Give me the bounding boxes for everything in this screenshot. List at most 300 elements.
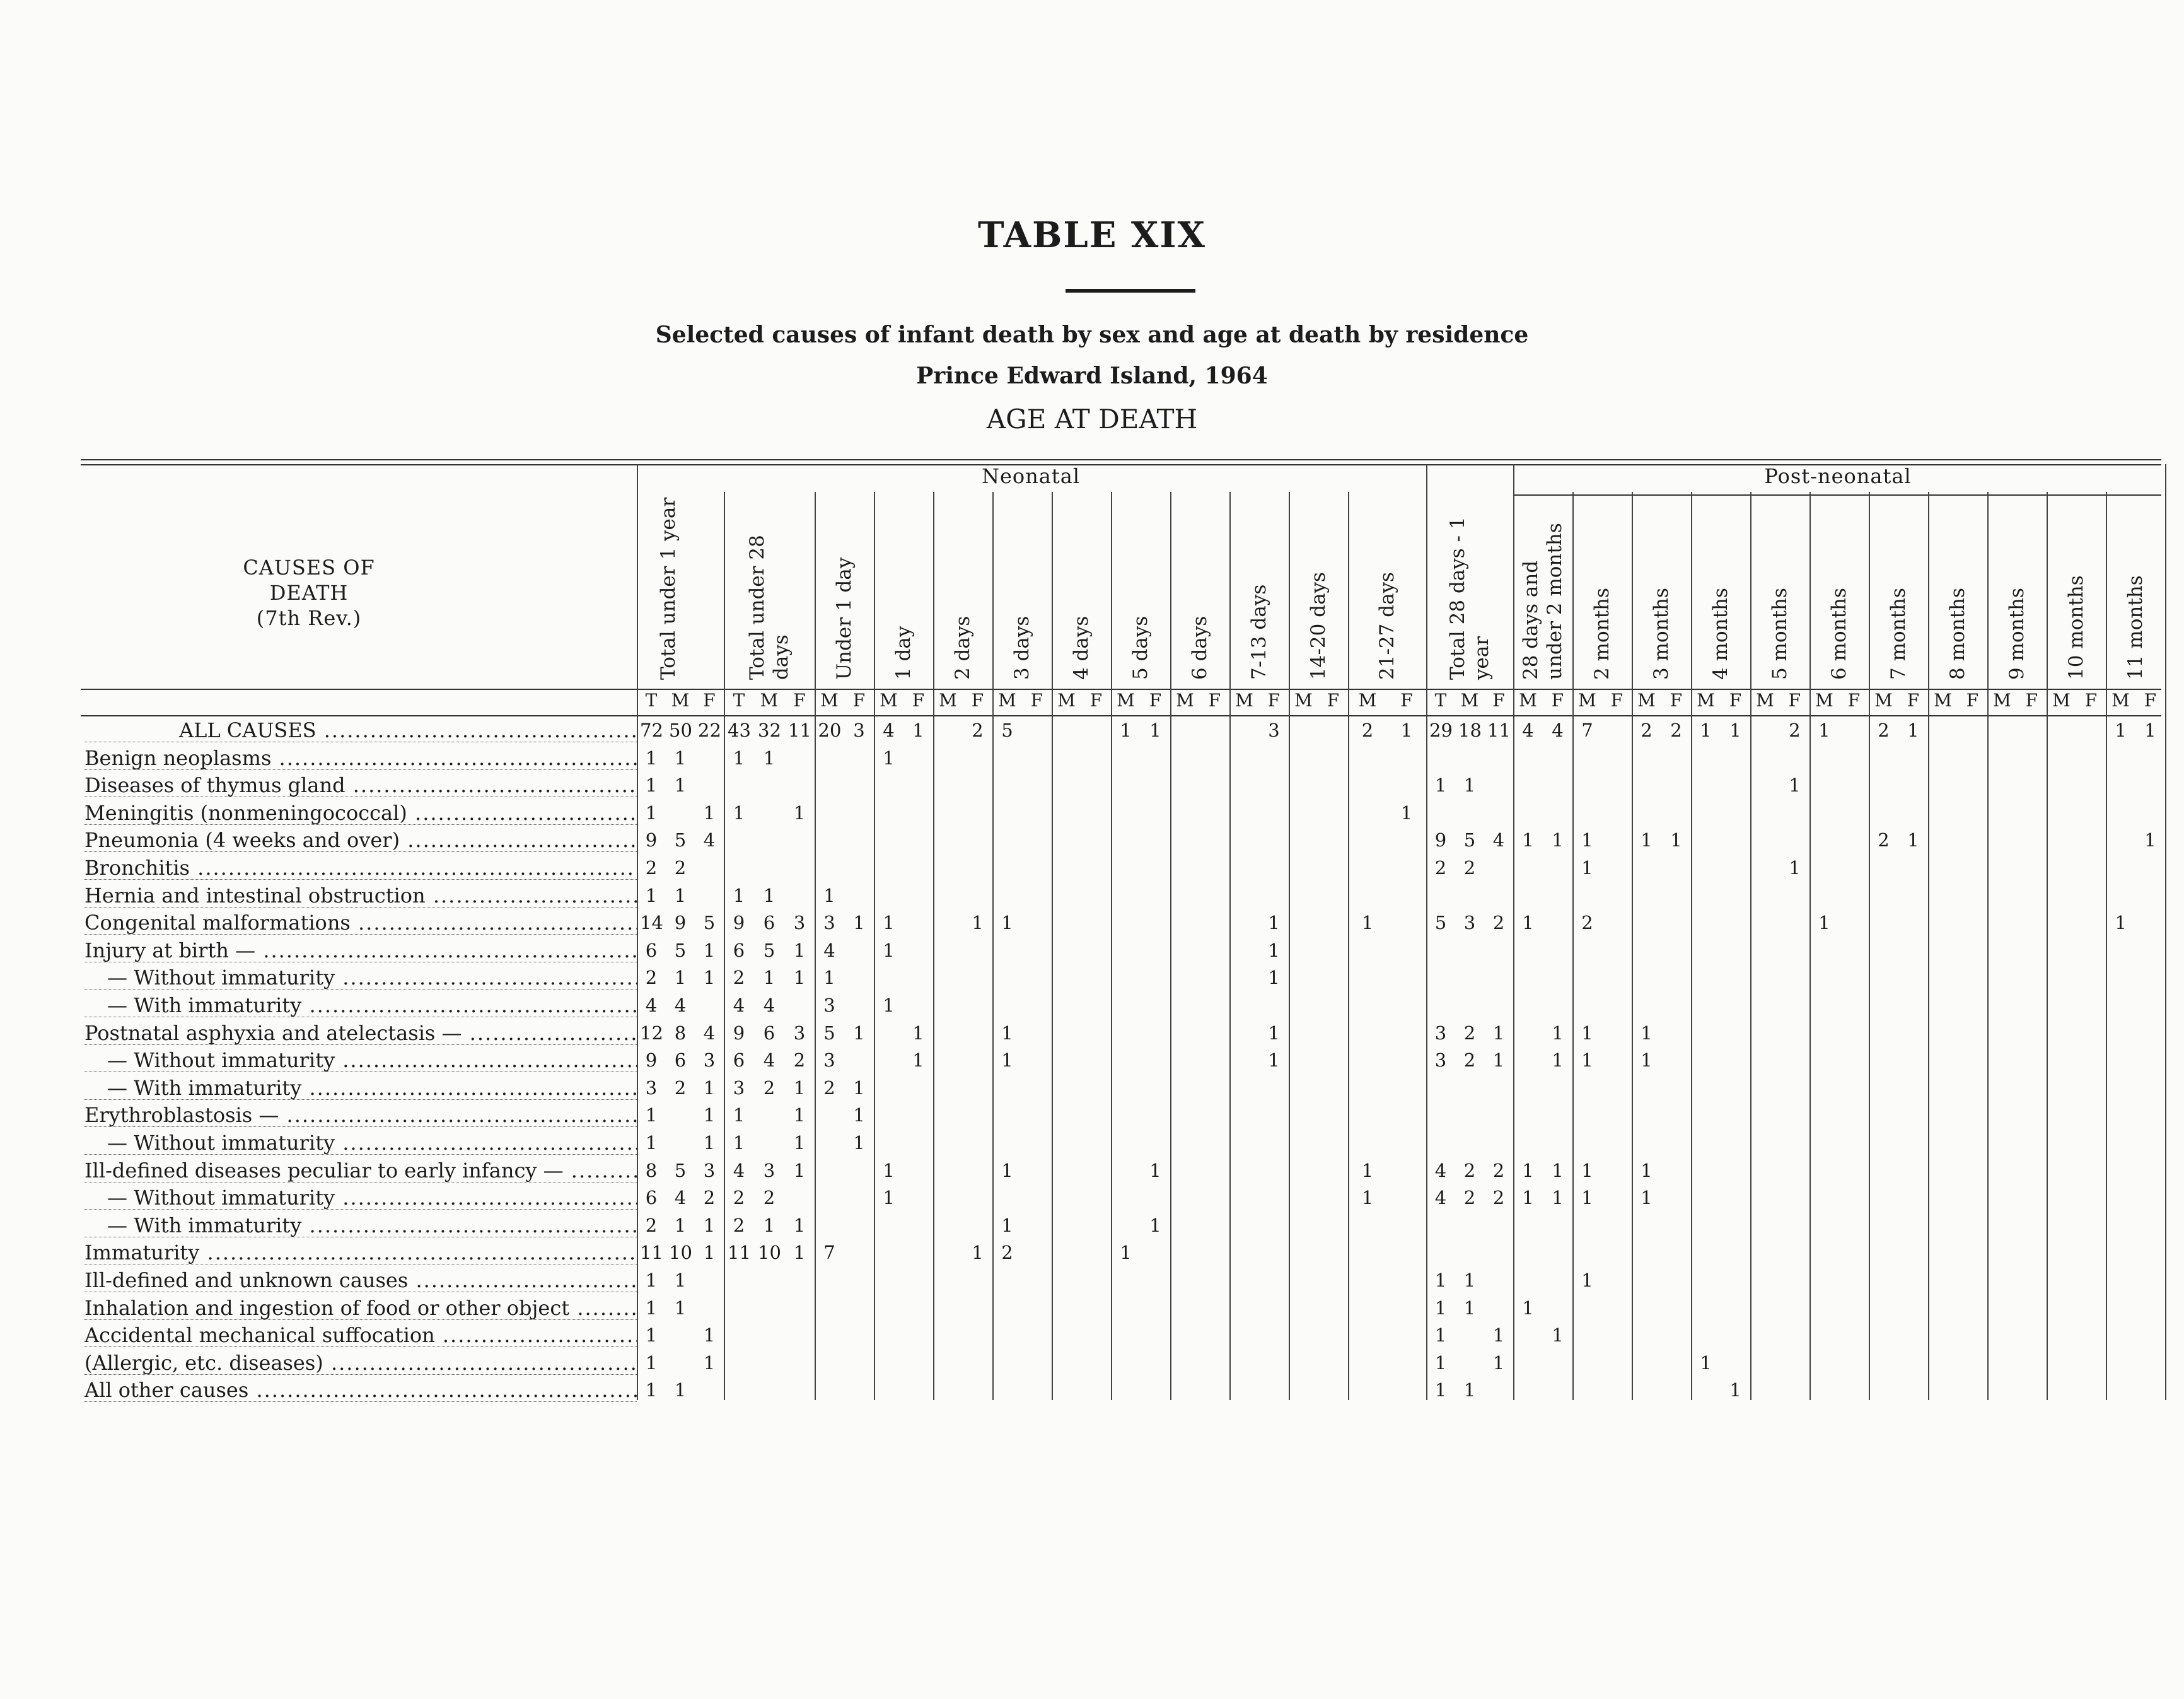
table-cell: 9 [645,1049,658,1071]
column-rule [1426,464,1427,1400]
sex-subheader: F [912,690,925,711]
table-cell: 1 [1581,857,1593,879]
table-cell: 11 [728,1242,751,1264]
cause-label: Injury at birth — ..... [84,938,637,963]
table-cell: 2 [1463,1159,1476,1181]
table-cell: 1 [1361,1187,1374,1209]
table-cell: 1 [1463,1379,1476,1401]
table-cell: 1 [1552,1159,1564,1181]
column-rule [1691,492,1692,1400]
title-underline [1066,289,1195,293]
table-cell: 2 [763,1187,775,1209]
table-cell: 1 [1907,720,1919,741]
table-cell: 1 [883,1187,895,1209]
sex-subheader: F [852,690,866,711]
table-cell: 5 [674,1159,687,1181]
table-subtitle: Selected causes of infant death by sex and age at death by residence [655,322,1529,348]
table-cell: 1 [1001,1214,1013,1236]
table-cell: 1 [1463,1270,1476,1291]
table-cell: 1 [1120,720,1132,741]
table-cell: 1 [1001,1022,1013,1044]
cause-label: — Without immaturity ..... [84,965,637,990]
table-cell: 3 [1434,1049,1447,1071]
cause-label: Erythroblastosis — ..... [84,1102,637,1128]
table-cell: 7 [1581,720,1593,741]
table-cell: 1 [733,802,745,824]
table-cell: 2 [1434,857,1447,879]
table-cell: 1 [1492,1049,1505,1071]
age-column-header: Under 1 day [833,557,856,680]
table-cell: 1 [703,1352,716,1374]
table-cell: 3 [1434,1022,1447,1044]
table-cell: 1 [1581,1270,1593,1291]
table-cell: 1 [1492,1022,1505,1044]
sex-subheader: F [2025,690,2038,711]
table-cell: 1 [1552,829,1564,851]
table-cell: 1 [912,1022,924,1044]
row-rule [84,1374,637,1375]
table-cell: 1 [883,912,895,934]
column-rule [1750,492,1751,1400]
table-cell: 2 [1463,1049,1476,1071]
table-cell: 1 [645,774,658,797]
table-cell: 1 [645,1132,658,1153]
sex-subheader: F [1149,690,1162,711]
table-cell: 4 [823,939,835,961]
table-cell: 3 [763,1159,775,1181]
table-cell: 4 [1522,720,1534,741]
causes-of-death-heading [214,555,404,631]
column-rule [1632,492,1633,1400]
cause-label: Pneumonia (4 weeks and over) ..... [84,827,637,853]
table-cell: 1 [1641,829,1653,851]
cause-label: — Without immaturity ..... [84,1130,637,1155]
sex-subheader: M [1294,690,1313,711]
cause-label: Immaturity ..... [84,1240,637,1265]
table-cell: 2 [1641,720,1653,741]
age-column-header: 10 months [2065,575,2088,680]
table-cell: 1 [912,720,924,741]
cause-label: Diseases of thymus gland ..... [84,773,637,798]
cause-label: Postnatal asphyxia and atelectasis — ..... [84,1020,637,1046]
table-cell: 5 [674,829,687,851]
table-cell: 7 [823,1242,835,1264]
table-cell: 1 [793,1077,806,1099]
row-rule [84,1044,637,1045]
table-cell: 1 [1641,1159,1653,1181]
table-cell: 1 [645,884,658,906]
table-cell: 1 [793,1104,806,1126]
table-cell: 1 [703,1077,716,1099]
table-cell: 4 [1552,720,1564,741]
table-cell: 1 [763,884,775,906]
sex-subheader: M [1815,690,1833,711]
table-cell: 1 [703,939,716,961]
sex-subheader: F [703,690,716,711]
age-column-header: 3 days [1011,616,1033,680]
table-cell: 2 [1878,829,1890,851]
table-cell: 1 [674,967,687,989]
sex-subheader: M [1358,690,1377,711]
table-cell: 1 [645,747,658,769]
age-column-header: Total under 28 days [746,535,793,680]
row-rule [84,824,637,825]
table-cell: 6 [763,912,775,934]
table-cell: 1 [703,1214,716,1236]
table-cell: 1 [853,1104,865,1126]
age-column-header: 6 months [1828,588,1850,680]
table-cell: 1 [793,802,806,824]
table-cell: 1 [674,747,687,769]
table-section-heading: AGE AT DEATH [986,404,1198,435]
table-cell: 1 [793,967,806,989]
age-column-header: 7 months [1887,588,1910,680]
column-rule [1869,492,1870,1400]
sex-subheader: M [1756,690,1774,711]
cause-label: — Without immaturity ..... [84,1185,637,1210]
table-cell: 4 [883,720,895,741]
sex-subheader: M [1460,690,1479,711]
table-cell: 3 [793,1022,806,1044]
row-rule [84,1154,637,1155]
table-cell: 4 [733,995,745,1016]
age-column-header: 2 months [1591,588,1613,680]
column-rule [1052,492,1053,1400]
column-rule [992,492,994,1400]
table-cell: 2 [645,857,658,879]
table-cell: 6 [645,1187,658,1209]
age-column-header: 4 days [1070,616,1093,680]
table-cell: 1 [1001,912,1013,934]
table-cell: 1 [1434,1270,1447,1291]
age-column-header: 3 months [1650,588,1673,680]
table-cell: 1 [1729,1379,1741,1401]
row-rule [84,1126,637,1127]
table-cell: 1 [883,995,895,1016]
table-cell: 1 [1361,912,1374,934]
table-cell: 4 [1434,1159,1447,1181]
sex-subheader: F [1788,690,1801,711]
table-cell: 1 [1522,1187,1534,1209]
table-cell: 6 [733,1049,745,1071]
sex-subheader: M [1637,690,1656,711]
age-column-header: 14-20 days [1307,572,1330,680]
table-cell: 4 [703,1022,716,1044]
table-cell: 1 [703,1132,716,1153]
table-cell: 3 [823,1049,835,1071]
table-cell: 1 [1492,1352,1505,1374]
cause-label: Hernia and intestinal obstruction ..... [84,883,637,908]
sex-subheader: F [1492,690,1505,711]
table-cell: 1 [645,1297,658,1319]
table-cell: 1 [1581,1159,1593,1181]
table-cell: 2 [733,1214,745,1236]
table-cell: 9 [674,912,687,934]
table-cell: 1 [763,1214,775,1236]
table-cell: 1 [674,884,687,906]
age-column-header: 9 months [2006,588,2028,680]
cause-label: Ill-defined diseases peculiar to early infancy — ..... [84,1158,637,1183]
table-cell: 8 [645,1159,658,1181]
table-cell: 4 [674,1187,687,1209]
table-cell: 1 [1581,1022,1593,1044]
table-cell: 2 [1492,1187,1505,1209]
table-cell: 1 [1670,829,1682,851]
table-cell: 1 [853,1077,865,1099]
table-cell: 1 [1789,857,1801,879]
table-cell: 22 [698,720,721,741]
table-cell: 9 [733,1022,745,1044]
sex-subheader: F [1729,690,1742,711]
sex-subheader: M [1057,690,1076,711]
sex-subheader: M [1934,690,1952,711]
cause-label: Benign neoplasms ..... [84,745,637,771]
table-cell: 1 [1818,912,1830,934]
cause-label: Congenital malformations ..... [84,910,637,935]
sex-subheader: T [733,690,745,711]
row-rule [84,989,637,990]
table-cell: 1 [733,1132,745,1153]
age-column-header: 6 days [1188,616,1211,680]
table-cell: 1 [703,967,716,989]
table-cell: 4 [1492,829,1505,851]
group-post-neonatal: Post-neonatal [1764,464,1912,488]
column-rule [1987,492,1989,1400]
table-cell: 1 [645,1270,658,1291]
age-column-header: 28 days and under 2 months [1519,523,1566,680]
table-cell: 4 [1434,1187,1447,1209]
table-cell: 2 [645,967,658,989]
column-rule [1809,492,1811,1400]
sex-subheader: T [1434,690,1447,711]
table-cell: 50 [669,720,692,741]
table-cell: 9 [733,912,745,934]
age-column-header: Total under 1 year [657,497,680,680]
table-cell: 4 [645,995,658,1016]
table-cell: 5 [1001,720,1013,741]
revision-text: (7th Rev.) [256,606,362,630]
table-cell: 4 [674,995,687,1016]
table-cell: 18 [1458,720,1482,741]
table-cell: 1 [1463,774,1476,797]
sex-subheader: F [1670,690,1683,711]
table-cell: 2 [793,1049,806,1071]
table-cell: 1 [793,1132,806,1153]
table-cell: 1 [1641,1022,1653,1044]
table-cell: 1 [1434,1324,1447,1346]
table-cell: 1 [1434,774,1447,797]
table-cell: 3 [853,720,865,741]
post-neonatal-rule [1513,494,2161,496]
sex-subheader: M [998,690,1016,711]
table-cell: 1 [883,747,895,769]
table-cell: 1 [1463,1297,1476,1319]
table-cell: 5 [763,939,775,961]
table-cell: 1 [1268,1049,1280,1071]
table-cell: 1 [1149,720,1161,741]
table-cell: 11 [788,720,811,741]
sex-subheader: F [1089,690,1103,711]
table-cell: 1 [763,747,775,769]
age-column-header: 5 days [1129,616,1152,680]
table-cell: 1 [1434,1352,1447,1374]
table-cell: 1 [793,939,806,961]
causes-heading-text: CAUSES OF DEATH [243,556,375,605]
table-cell: 1 [823,967,835,989]
table-cell: 2 [1878,720,1890,741]
column-rule [637,464,638,1400]
table-cell: 10 [758,1242,781,1264]
table-cell: 1 [883,1159,895,1181]
sex-subheader: F [793,690,806,711]
table-cell: 2 [1463,1022,1476,1044]
table-cell: 1 [1552,1049,1564,1071]
table-cell: 1 [1522,1297,1534,1319]
sex-subheader: F [1907,690,1920,711]
sex-subheader: F [1327,690,1340,711]
table-cell: 2 [1581,912,1593,934]
table-cell: 2 [1789,720,1801,741]
table-cell: 2 [703,1187,716,1209]
table-cell: 4 [733,1159,745,1181]
table-cell: 1 [1581,1049,1593,1071]
table-cell: 1 [823,884,835,906]
table-cell: 5 [703,912,716,934]
table-cell: 3 [733,1077,745,1099]
table-cell: 10 [669,1242,692,1264]
table-cell: 1 [645,1104,658,1126]
table-cell: 1 [793,1159,806,1181]
sex-subheader: M [2111,690,2130,711]
table-cell: 2 [763,1077,775,1099]
table-cell: 1 [1552,1187,1564,1209]
cause-label: Ill-defined and unknown causes ..... [84,1268,637,1293]
sex-subheader: F [1400,690,1413,711]
sex-subheader: F [1847,690,1861,711]
sex-subheader: F [1267,690,1281,711]
table-cell: 1 [2115,720,2127,741]
row-rule [84,934,637,935]
age-column-header: 8 months [1946,588,1969,680]
age-column-header: 11 months [2124,575,2147,680]
table-cell: 1 [1268,967,1280,989]
age-column-header: 5 months [1769,588,1791,680]
table-cell: 3 [793,912,806,934]
table-cell: 1 [1700,720,1712,741]
table-cell: 1 [1581,1187,1593,1209]
table-cell: 1 [1907,829,1919,851]
table-cell: 1 [2115,912,2127,934]
sex-subheader: M [1176,690,1194,711]
table-cell: 1 [793,1242,806,1264]
table-cell: 1 [1552,1324,1564,1346]
table-cell: 6 [763,1022,775,1044]
table-cell: 1 [674,1297,687,1319]
column-rule [724,492,725,1400]
table-cell: 1 [883,939,895,961]
cause-label: — With immaturity ..... [84,1213,637,1238]
sex-subheader: F [1030,690,1043,711]
table-cell: 1 [645,1324,658,1346]
table-cell: 1 [645,1352,658,1374]
table-top-rule [81,459,2161,460]
row-rule [84,907,637,908]
sex-subheader: M [939,690,957,711]
table-cell: 1 [645,802,658,824]
column-rule [2106,492,2107,1400]
column-rule [1928,492,1929,1400]
table-region: Prince Edward Island, 1964 [916,363,1268,389]
table-cell: 1 [1361,1159,1374,1181]
cause-label: — With immaturity ..... [84,993,637,1018]
table-cell: 1 [972,1242,984,1264]
table-cell: 1 [1120,1242,1132,1264]
table-title: TABLE XIX [977,214,1207,256]
table-cell: 2 [733,1187,745,1209]
table-cell: 2 [1463,1187,1476,1209]
table-cell: 5 [1463,829,1476,851]
row-rule [84,1401,637,1402]
table-cell: 1 [1818,720,1830,741]
table-cell: 1 [674,1214,687,1236]
cause-label: — Without immaturity ..... [84,1048,637,1073]
table-cell: 2 [645,1214,658,1236]
row-rule [84,879,637,880]
table-cell: 3 [1463,912,1476,934]
table-cell: 1 [703,1104,716,1126]
table-cell: 11 [640,1242,663,1264]
table-cell: 3 [645,1077,658,1099]
sex-subheader: M [1993,690,2011,711]
column-rule [2047,492,2048,1400]
table-cell: 3 [703,1159,716,1181]
sex-subheader: F [2084,690,2098,711]
table-cell: 1 [1552,1022,1564,1044]
table-cell: 20 [818,720,842,741]
column-rule [1111,492,1112,1400]
table-cell: 4 [763,1049,775,1071]
table-cell: 9 [645,829,658,851]
table-cell: 1 [1581,829,1593,851]
cause-label: Bronchitis ..... [84,855,637,880]
row-rule [84,1099,637,1100]
age-column-header: 1 day [892,626,915,680]
column-rule [933,492,934,1400]
table-cell: 1 [853,912,865,934]
sex-subheader: M [1578,690,1596,711]
row-rule [84,851,637,852]
table-cell: 3 [823,912,835,934]
table-cell: 6 [674,1049,687,1071]
table-cell: 32 [758,720,781,741]
table-cell: 3 [1268,720,1280,741]
column-rule [2165,464,2166,1400]
table-cell: 1 [1641,1049,1653,1071]
table-cell: 1 [703,802,716,824]
table-cell: 1 [1268,939,1280,961]
table-cell: 1 [1149,1214,1161,1236]
table-cell: 1 [853,1132,865,1153]
table-cell: 1 [1268,1022,1280,1044]
table-cell: 2 [1361,720,1374,741]
table-cell: 8 [674,1022,687,1044]
column-rule [874,492,875,1400]
cause-label: Inhalation and ingestion of food or other object ..... [84,1295,637,1321]
age-column-header: 4 months [1709,588,1732,680]
column-rule [815,492,816,1400]
table-cell: 1 [1434,1297,1447,1319]
sex-subheader: F [2144,690,2157,711]
